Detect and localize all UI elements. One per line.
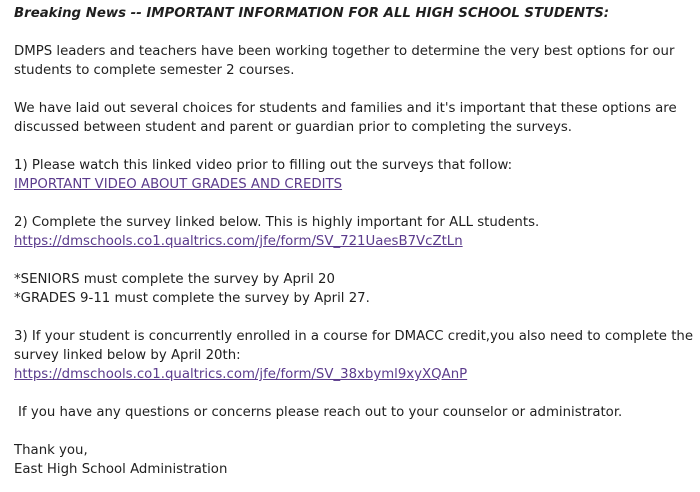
choices-text-line-2: discussed between student and parent or guardian prior to completing the surveys. [14,120,573,135]
seniors-deadline: *SENIORS must complete the survey by April 20 [14,272,335,287]
spacer [14,308,686,327]
signature-text: East High School Administration [14,462,228,477]
step2-text: 2) Complete the survey linked below. This is highly important for ALL students. [14,215,540,230]
choices-text-line-1: We have laid out several choices for students and families and it's important that these options are [14,101,677,116]
spacer [14,80,686,99]
step1-link-row [14,175,686,194]
intro-text-line-1: DMPS leaders and teachers have been working together to determine the very best options for our [14,44,675,59]
spacer [14,422,686,441]
intro-text-line-2: students to complete semester 2 courses. [14,63,295,78]
spacer [14,251,686,270]
spacer [14,384,686,403]
step3-text-line-1: 3) If your student is concurrently enrolled in a course for DMACC credit,you also need to complete the [14,329,694,344]
step3-link-row [14,365,686,384]
announcement-heading: Breaking News -- IMPORTANT INFORMATION FOR ALL HIGH SCHOOL STUDENTS: [14,6,610,21]
questions-text: If you have any questions or concerns please reach out to your counselor or administrator. [18,405,623,420]
step2-link-row [14,232,686,251]
survey-link[interactable]: https://dmschools.co1.qualtrics.com/jfe/form/SV_721UaesB7VcZtLn [14,234,463,249]
dmacc-survey-link[interactable]: https://dmschools.co1.qualtrics.com/jfe/form/SV_38xbyml9xyXQAnP [14,367,468,382]
video-link[interactable]: IMPORTANT VIDEO ABOUT GRADES AND CREDITS [14,177,343,192]
spacer [14,23,686,42]
step3-text-line-2: survey linked below by April 20th: [14,348,241,363]
spacer [14,194,686,213]
grades-deadline: *GRADES 9-11 must complete the survey by April 27. [14,291,370,306]
step1-text: 1) Please watch this linked video prior to filling out the surveys that follow: [14,158,513,173]
closing-text: Thank you, [14,443,88,458]
spacer [14,137,686,156]
